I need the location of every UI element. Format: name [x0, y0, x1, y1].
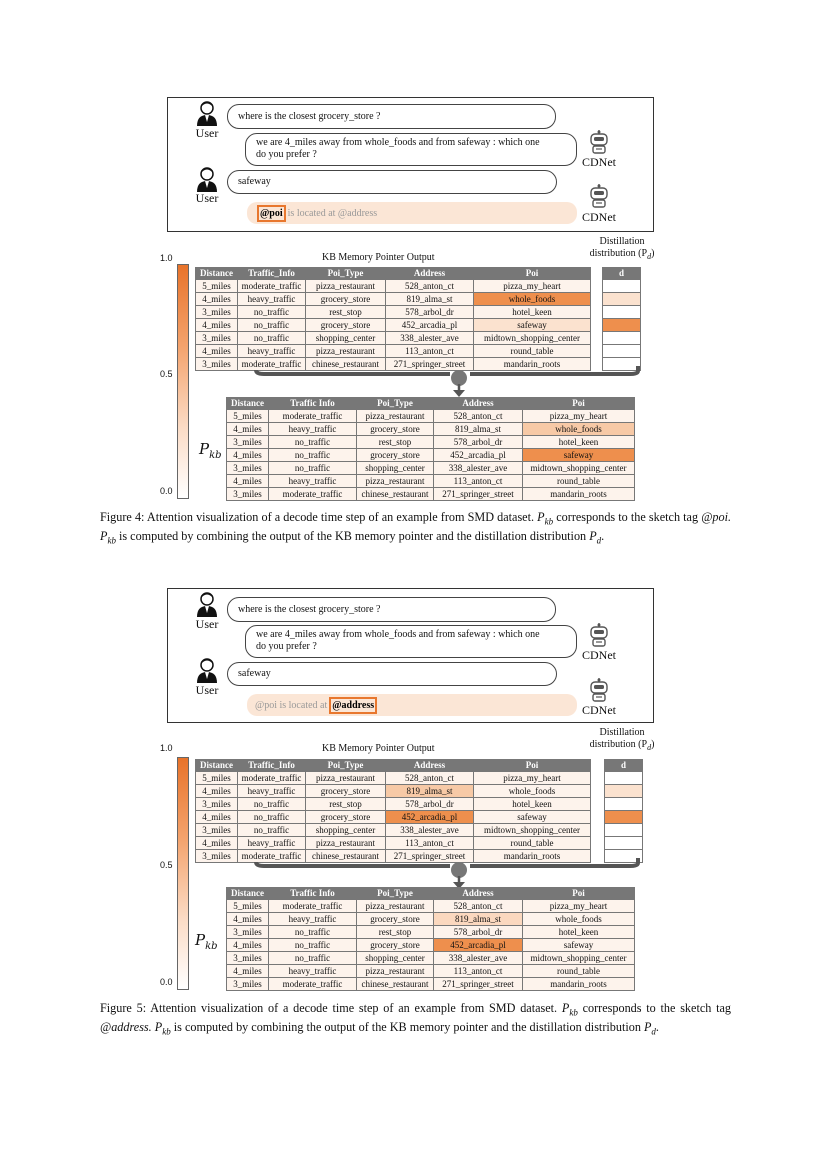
column-header: Poi_Type: [357, 888, 434, 900]
dist-cell: [605, 824, 643, 837]
table-cell: 528_anton_ct: [434, 900, 523, 913]
table-cell: 3_miles: [196, 798, 238, 811]
table-cell: midtown_shopping_center: [523, 952, 635, 965]
table-cell: 3_miles: [227, 978, 269, 991]
table-cell: pizza_my_heart: [523, 900, 635, 913]
table-cell: grocery_store: [357, 913, 434, 926]
user-turn-1: where is the closest grocery_store ?: [227, 597, 556, 622]
kb-title: KB Memory Pointer Output: [322, 743, 435, 754]
user-avatar-icon: [195, 166, 219, 192]
table-cell: hotel_keen: [523, 926, 635, 939]
table-row: [227, 978, 635, 991]
column-header: Distance: [196, 268, 238, 280]
table-row: [603, 332, 641, 345]
caption-text-1: Attention visualization of a decode time step of an example from SMD dataset.: [146, 510, 535, 524]
user-label: User: [195, 683, 219, 697]
table-cell: 338_alester_ave: [386, 824, 474, 837]
table-cell: 578_arbol_dr: [386, 306, 474, 319]
table-cell: 578_arbol_dr: [434, 926, 523, 939]
colorbar-tick-bottom: 0.0: [160, 486, 173, 496]
combine-node-icon: [451, 370, 467, 386]
combine-arrows: [250, 362, 645, 400]
cdnet-label: CDNet: [582, 703, 616, 717]
table-cell: mandarin_roots: [474, 358, 591, 371]
table-cell: moderate_traffic: [238, 850, 306, 863]
table-cell: 578_arbol_dr: [434, 436, 523, 449]
kb-pointer-table: [195, 759, 591, 863]
attention-colorbar: [177, 264, 189, 499]
system-turn-1: [245, 133, 577, 166]
dist-cell: [603, 280, 641, 293]
table-cell: grocery_store: [306, 785, 386, 798]
table-row: [196, 345, 591, 358]
table-cell: mandarin_roots: [523, 488, 635, 501]
table-cell: 113_anton_ct: [434, 965, 523, 978]
table-cell: 528_anton_ct: [386, 280, 474, 293]
table-cell: 4_miles: [227, 475, 269, 488]
table-cell: heavy_traffic: [269, 423, 357, 436]
column-header: Address: [386, 268, 474, 280]
table-cell: 113_anton_ct: [434, 475, 523, 488]
table-cell: no_traffic: [238, 319, 306, 332]
caption-label: Figure 5:: [100, 1001, 147, 1015]
table-row: [603, 306, 641, 319]
dist-cell: [605, 837, 643, 850]
table-row: [227, 449, 635, 462]
user-avatar-icon: [195, 657, 219, 683]
dist-cell: [603, 293, 641, 306]
table-cell: moderate_traffic: [269, 410, 357, 423]
table-row: [227, 462, 635, 475]
user-label: User: [195, 617, 219, 631]
dist-cell: [605, 811, 643, 824]
table-cell: no_traffic: [269, 436, 357, 449]
column-header: Distance: [227, 888, 269, 900]
table-cell: 5_miles: [196, 772, 238, 785]
table-cell: shopping_center: [306, 824, 386, 837]
table-row: [227, 436, 635, 449]
table-row: [605, 785, 643, 798]
dist-title-line2: distribution (P: [589, 739, 648, 750]
table-row: [196, 319, 591, 332]
table-cell: 5_miles: [227, 900, 269, 913]
table-cell: midtown_shopping_center: [474, 824, 591, 837]
table-cell: heavy_traffic: [269, 913, 357, 926]
table-row: [605, 824, 643, 837]
table-cell: no_traffic: [238, 811, 306, 824]
column-header: Traffic_Info: [238, 760, 306, 772]
table-cell: 819_alma_st: [434, 913, 523, 926]
table-cell: rest_stop: [357, 436, 434, 449]
dist-title-sub: d: [647, 252, 652, 261]
table-cell: 4_miles: [227, 965, 269, 978]
table-cell: 338_alester_ave: [434, 462, 523, 475]
table-row: [196, 306, 591, 319]
generated-sketch-response: [247, 202, 577, 224]
user-turn-2: safeway: [227, 662, 557, 686]
dist-cell: [605, 785, 643, 798]
dialog-box: [167, 588, 654, 723]
table-cell: grocery_store: [357, 939, 434, 952]
table-cell: 4_miles: [227, 449, 269, 462]
table-cell: 528_anton_ct: [386, 772, 474, 785]
table-cell: grocery_store: [357, 423, 434, 436]
table-cell: 819_alma_st: [386, 785, 474, 798]
table-cell: shopping_center: [357, 462, 434, 475]
pkb-table: [226, 397, 635, 501]
table-cell: pizza_restaurant: [306, 837, 386, 850]
table-row: [227, 913, 635, 926]
table-cell: shopping_center: [357, 952, 434, 965]
pkb-label: [195, 931, 218, 952]
dist-cell: [603, 345, 641, 358]
combine-node-icon: [451, 862, 467, 878]
colorbar-tick-bottom: 0.0: [160, 977, 173, 987]
table-header-row: [196, 268, 591, 280]
user-avatar-icon: [195, 591, 219, 617]
pkb-label: [199, 440, 222, 461]
caption-tag: @address.: [100, 1020, 152, 1035]
table-cell: 271_springer_street: [434, 978, 523, 991]
table-cell: moderate_traffic: [238, 358, 306, 371]
table-cell: 528_anton_ct: [434, 410, 523, 423]
dist-title-line2: distribution (P: [589, 248, 648, 259]
table-cell: 3_miles: [227, 462, 269, 475]
caption-label: Figure 4:: [100, 510, 145, 524]
table-cell: 4_miles: [196, 345, 238, 358]
pkb-symbol: P: [199, 440, 210, 458]
table-cell: 113_anton_ct: [386, 837, 474, 850]
table-cell: pizza_restaurant: [357, 475, 434, 488]
table-cell: 3_miles: [227, 436, 269, 449]
table-cell: pizza_restaurant: [357, 965, 434, 978]
column-header: Distance: [227, 398, 269, 410]
table-row: [196, 811, 591, 824]
table-cell: heavy_traffic: [238, 837, 306, 850]
figure-caption: Figure 5: Attention visualization of a decode time step of an example from SMD dataset. $P_{kb}$ corresponds to the sketch tag @address. $P_{kb}$ is computed by combining the output of the KB memory pointer and the distillation distribution $P_d$.: [100, 1001, 731, 1037]
table-row: [605, 811, 643, 824]
column-header: Traffic Info: [269, 888, 357, 900]
colorbar-tick-mid: 0.5: [160, 369, 173, 379]
dist-cell: [603, 319, 641, 332]
table-cell: grocery_store: [306, 293, 386, 306]
table-cell: whole_foods: [523, 423, 635, 436]
table-cell: 4_miles: [196, 811, 238, 824]
dist-header: d: [603, 268, 641, 280]
dialog-box: [167, 97, 654, 232]
table-cell: pizza_restaurant: [306, 772, 386, 785]
sketch-text-before: @poi is located at: [255, 699, 328, 711]
table-cell: 3_miles: [196, 306, 238, 319]
dist-title-line1: Distillation: [599, 727, 645, 738]
table-cell: 3_miles: [227, 952, 269, 965]
system-turn-line1: we are 4_miles away from whole_foods and from safeway : which one: [256, 137, 540, 148]
table-cell: no_traffic: [238, 798, 306, 811]
table-cell: 452_arcadia_pl: [386, 811, 474, 824]
table-cell: safeway: [523, 449, 635, 462]
table-row: [227, 475, 635, 488]
table-row: [196, 280, 591, 293]
table-cell: 3_miles: [196, 358, 238, 371]
table-cell: round_table: [474, 345, 591, 358]
dist-header: d: [605, 760, 643, 772]
table-cell: grocery_store: [357, 449, 434, 462]
attention-colorbar: [177, 757, 189, 990]
distillation-title: Distillation distribution $(P_d)$: [589, 236, 655, 261]
dist-cell: [605, 798, 643, 811]
table-row: [605, 798, 643, 811]
table-cell: 338_alester_ave: [434, 952, 523, 965]
dist-cell: [603, 306, 641, 319]
pkb-subscript: kb: [205, 941, 218, 952]
caption-text-3: is computed by combining the output of the KB memory pointer and the distillation distribution: [119, 529, 587, 544]
table-cell: 4_miles: [196, 837, 238, 850]
table-cell: shopping_center: [306, 332, 386, 345]
pkb-subscript: kb: [209, 450, 222, 461]
system-turn-line2: do you prefer ?: [256, 149, 317, 160]
distillation-table: [602, 267, 641, 371]
column-header: Poi_Type: [357, 398, 434, 410]
colorbar-tick-top: 1.0: [160, 253, 173, 263]
table-cell: moderate_traffic: [238, 280, 306, 293]
table-cell: 271_springer_street: [434, 488, 523, 501]
table-cell: no_traffic: [238, 824, 306, 837]
table-cell: pizza_restaurant: [357, 410, 434, 423]
column-header: Poi: [474, 268, 591, 280]
table-row: [196, 293, 591, 306]
generated-sketch-response: [247, 694, 577, 716]
robot-icon: [588, 130, 610, 154]
table-cell: midtown_shopping_center: [523, 462, 635, 475]
table-row: [196, 332, 591, 345]
table-cell: safeway: [474, 811, 591, 824]
column-header: Traffic Info: [269, 398, 357, 410]
robot-icon: [588, 678, 610, 702]
table-cell: 3_miles: [196, 850, 238, 863]
table-cell: rest_stop: [306, 306, 386, 319]
column-header: Traffic_Info: [238, 268, 306, 280]
dist-cell: [603, 332, 641, 345]
caption-text-1: Attention visualization of a decode time step of an example from SMD dataset.: [150, 1001, 558, 1015]
table-cell: no_traffic: [269, 926, 357, 939]
table-cell: heavy_traffic: [238, 345, 306, 358]
table-cell: moderate_traffic: [269, 488, 357, 501]
table-cell: pizza_restaurant: [306, 345, 386, 358]
table-row: [227, 423, 635, 436]
table-cell: safeway: [474, 319, 591, 332]
table-cell: chinese_restaurant: [306, 358, 386, 371]
table-row: [196, 837, 591, 850]
table-cell: 452_arcadia_pl: [434, 449, 523, 462]
table-cell: pizza_my_heart: [474, 280, 591, 293]
robot-icon: [588, 623, 610, 647]
table-cell: 452_arcadia_pl: [386, 319, 474, 332]
table-header-row: [227, 888, 635, 900]
column-header: Address: [434, 888, 523, 900]
table-cell: 4_miles: [227, 423, 269, 436]
table-cell: pizza_restaurant: [306, 280, 386, 293]
table-cell: no_traffic: [269, 939, 357, 952]
caption-text-2: corresponds to the sketch tag: [582, 1001, 731, 1015]
table-row: [605, 772, 643, 785]
table-cell: no_traffic: [238, 332, 306, 345]
table-cell: 819_alma_st: [386, 293, 474, 306]
table-cell: 4_miles: [227, 913, 269, 926]
colorbar-tick-mid: 0.5: [160, 860, 173, 870]
table-cell: round_table: [523, 965, 635, 978]
column-header: Poi: [474, 760, 591, 772]
column-header: Address: [386, 760, 474, 772]
table-cell: heavy_traffic: [269, 965, 357, 978]
table-cell: whole_foods: [474, 785, 591, 798]
table-cell: rest_stop: [357, 926, 434, 939]
sketch-text-after: is located at @address: [287, 207, 378, 219]
table-cell: hotel_keen: [474, 306, 591, 319]
table-row: [227, 926, 635, 939]
user-turn-2: safeway: [227, 170, 557, 194]
user-label: User: [195, 126, 219, 140]
table-cell: 4_miles: [196, 785, 238, 798]
cdnet-label: CDNet: [582, 210, 616, 224]
table-cell: moderate_traffic: [269, 900, 357, 913]
table-cell: 578_arbol_dr: [386, 798, 474, 811]
table-cell: 5_miles: [196, 280, 238, 293]
table-cell: 3_miles: [196, 824, 238, 837]
system-turn-line2: do you prefer ?: [256, 641, 317, 652]
table-row: [227, 952, 635, 965]
table-cell: no_traffic: [269, 462, 357, 475]
table-cell: moderate_traffic: [269, 978, 357, 991]
column-header: Poi: [523, 398, 635, 410]
table-cell: hotel_keen: [474, 798, 591, 811]
dist-title-sub: d: [647, 743, 652, 752]
arrow-down-icon: [453, 390, 465, 397]
table-cell: midtown_shopping_center: [474, 332, 591, 345]
pkb-symbol: P: [195, 931, 206, 949]
table-cell: safeway: [523, 939, 635, 952]
table-row: [605, 837, 643, 850]
table-cell: no_traffic: [269, 952, 357, 965]
table-row: [227, 488, 635, 501]
table-row: [196, 798, 591, 811]
cdnet-label: CDNet: [582, 648, 616, 662]
pkb-table: [226, 887, 635, 991]
table-cell: 5_miles: [227, 410, 269, 423]
dist-cell: [605, 772, 643, 785]
user-label: User: [195, 191, 219, 205]
table-cell: heavy_traffic: [238, 293, 306, 306]
caption-tag: @poi.: [701, 510, 732, 524]
cdnet-label: CDNet: [582, 155, 616, 169]
user-turn-1: where is the closest grocery_store ?: [227, 104, 556, 129]
table-row: [227, 410, 635, 423]
table-cell: 338_alester_ave: [386, 332, 474, 345]
figure-caption: Figure 4: Attention visualization of a decode time step of an example from SMD dataset. $P_{kb}$ corresponds to the sketch tag @poi. $P_{kb}$ is computed by combining the output of the KB memory pointer and the distillation distribution $P_d$.: [100, 510, 732, 546]
kb-pointer-table: [195, 267, 591, 371]
table-cell: mandarin_roots: [474, 850, 591, 863]
table-cell: 271_springer_street: [386, 850, 474, 863]
caption-text-2: corresponds to the sketch tag: [556, 510, 699, 524]
system-turn-line1: we are 4_miles away from whole_foods and from safeway : which one: [256, 629, 540, 640]
table-header-row: [196, 760, 591, 772]
highlighted-sketch-tag: @poi: [257, 205, 286, 222]
table-cell: no_traffic: [269, 449, 357, 462]
user-avatar-icon: [195, 100, 219, 126]
table-cell: chinese_restaurant: [357, 978, 434, 991]
distillation-table: [604, 759, 643, 863]
table-cell: 4_miles: [227, 939, 269, 952]
table-cell: mandarin_roots: [523, 978, 635, 991]
system-turn-1: [245, 625, 577, 658]
highlighted-sketch-tag: @address: [329, 697, 377, 714]
table-cell: round_table: [474, 837, 591, 850]
kb-title: KB Memory Pointer Output: [322, 252, 435, 263]
table-cell: 3_miles: [227, 926, 269, 939]
table-cell: pizza_my_heart: [523, 410, 635, 423]
table-cell: chinese_restaurant: [357, 488, 434, 501]
table-cell: hotel_keen: [523, 436, 635, 449]
table-row: [227, 939, 635, 952]
table-cell: round_table: [523, 475, 635, 488]
table-row: [196, 824, 591, 837]
table-cell: pizza_restaurant: [357, 900, 434, 913]
table-cell: 3_miles: [196, 332, 238, 345]
table-cell: grocery_store: [306, 319, 386, 332]
table-cell: rest_stop: [306, 798, 386, 811]
table-row: [603, 319, 641, 332]
table-header-row: [227, 398, 635, 410]
dist-title-line1: Distillation: [599, 236, 645, 247]
table-cell: heavy_traffic: [269, 475, 357, 488]
column-header: Poi_Type: [306, 760, 386, 772]
table-cell: 3_miles: [227, 488, 269, 501]
robot-icon: [588, 184, 610, 208]
caption-text-3: is computed by combining the output of the KB memory pointer and the distillation distribution: [173, 1020, 641, 1035]
column-header: Poi_Type: [306, 268, 386, 280]
table-cell: chinese_restaurant: [306, 850, 386, 863]
table-cell: heavy_traffic: [238, 785, 306, 798]
table-cell: 4_miles: [196, 293, 238, 306]
table-cell: 271_springer_street: [386, 358, 474, 371]
table-cell: 4_miles: [196, 319, 238, 332]
column-header: Address: [434, 398, 523, 410]
table-row: [196, 785, 591, 798]
table-row: [227, 900, 635, 913]
table-cell: 113_anton_ct: [386, 345, 474, 358]
table-row: [603, 345, 641, 358]
column-header: Poi: [523, 888, 635, 900]
column-header: Distance: [196, 760, 238, 772]
table-row: [603, 280, 641, 293]
table-row: [227, 965, 635, 978]
table-cell: moderate_traffic: [238, 772, 306, 785]
table-cell: whole_foods: [523, 913, 635, 926]
table-cell: no_traffic: [238, 306, 306, 319]
table-cell: 452_arcadia_pl: [434, 939, 523, 952]
table-cell: grocery_store: [306, 811, 386, 824]
table-row: [196, 772, 591, 785]
table-row: [603, 293, 641, 306]
table-cell: whole_foods: [474, 293, 591, 306]
distillation-title: Distillation distribution $(P_d)$: [589, 727, 655, 752]
colorbar-tick-top: 1.0: [160, 743, 173, 753]
table-cell: pizza_my_heart: [474, 772, 591, 785]
table-cell: 819_alma_st: [434, 423, 523, 436]
